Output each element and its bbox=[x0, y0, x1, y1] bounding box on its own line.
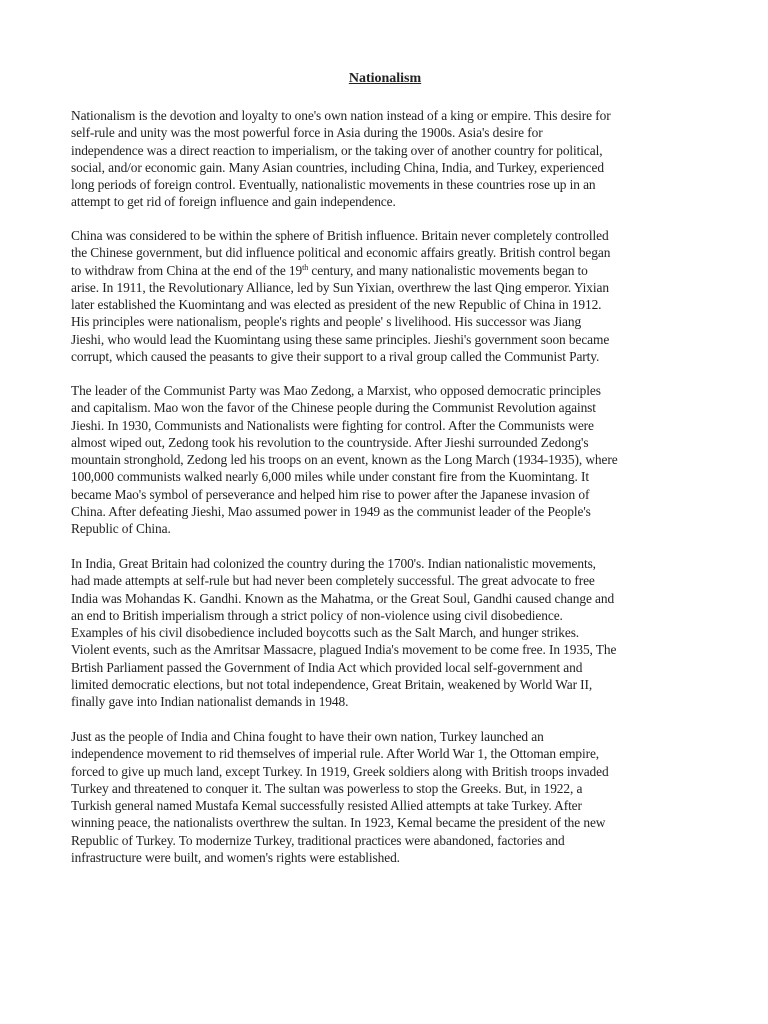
text-line: Turkey and threatened to conquer it. The sultan was powerless to stop the Greeks. But, in 1922, a bbox=[71, 780, 583, 796]
text-line: later established the Kuomintang and was elected as president of the new Republic of China in 1912. bbox=[71, 297, 602, 313]
text-segment: century, and many nationalistic movements began to bbox=[308, 262, 588, 278]
text-line: attempt to get rid of foreign influence and gain independence. bbox=[71, 194, 396, 210]
text-line: China was considered to be within the sphere of British influence. Britain never completely controlled bbox=[71, 228, 609, 243]
text-line: 100,000 communists walked nearly 6,000 miles while under constant fire from the Kuomintang. It bbox=[71, 469, 589, 485]
text-line: had made attempts at self-rule but had never been completely successful. The great advocate to free bbox=[71, 573, 595, 589]
text-line: self-rule and unity was the most powerful force in Asia during the 1900s. Asia's desire for bbox=[71, 125, 543, 141]
text-line: Just as the people of India and China fought to have their own nation, Turkey launched an bbox=[71, 729, 544, 744]
text-line: Brtish Parliament passed the Government of India Act which provided local self-government and bbox=[71, 659, 583, 675]
text-line: and capitalism. Mao won the favor of the Chinese people during the Communist Revolution against bbox=[71, 400, 596, 416]
text-line: social, and/or economic gain. Many Asian countries, including China, India, and Turkey, experienced bbox=[71, 159, 604, 175]
text-line: India was Mohandas K. Gandhi. Known as the Mahatma, or the Great Soul, Gandhi caused change and bbox=[71, 590, 615, 606]
document-title: Nationalism bbox=[348, 71, 422, 86]
text-line: corrupt, which caused the peasants to give their support to a rival group called the Communist Party. bbox=[71, 349, 600, 365]
paragraph-intro bbox=[71, 107, 705, 211]
text-line: winning peace, the nationalists overthrew the sultan. In 1923, Kemal became the president of the new bbox=[71, 815, 606, 831]
paragraph-communist bbox=[71, 382, 705, 538]
text-line: mountain stronghold, Zedong led his troops on an event, known as the Long March (1934-1935), where bbox=[71, 452, 618, 468]
text-line: forced to give up much land, except Turkey. In 1919, Greek soldiers along with British troops invaded bbox=[71, 763, 609, 779]
text-line: infrastructure were built, and women's rights were established. bbox=[71, 850, 400, 866]
text-line: Violent events, such as the Amritsar Massacre, plagued India's movement to be come free. In 1935, The bbox=[71, 642, 617, 658]
text-line: Examples of his civil disobedience included boycotts such as the Salt March, and hunger strikes. bbox=[71, 625, 580, 641]
text-line: Jieshi, who would lead the Kuomintang using these same principles. Jieshi's government soon became bbox=[71, 331, 610, 347]
text-line: long periods of foreign control. Eventually, nationalistic movements in these countries rose up in an bbox=[71, 177, 596, 193]
text-line: became Mao's symbol of perseverance and helped him rise to power after the Japanese invasion of bbox=[71, 486, 590, 502]
text-line: China. After defeating Jieshi, Mao assumed power in 1949 as the communist leader of the People's bbox=[71, 504, 591, 520]
text-line: independence was a direct reaction to imperialism, or the taking over of another country for political, bbox=[71, 142, 603, 158]
text-line: In India, Great Britain had colonized the country during the 1700's. Indian nationalistic movements, bbox=[71, 556, 596, 571]
text-line: Jieshi. In 1930, Communists and Nationalists were fighting for control. After the Communists were bbox=[71, 417, 594, 433]
text-line: His principles were nationalism, people's rights and people' s livelihood. His successor was Jiang bbox=[71, 314, 582, 330]
text-line bbox=[71, 262, 705, 279]
text-line: almost wiped out, Zedong took his revolution to the countryside. After Jieshi surrounded Zedong's bbox=[71, 434, 589, 450]
text-line: The leader of the Communist Party was Mao Zedong, a Marxist, who opposed democratic principles bbox=[71, 383, 601, 398]
text-line: Nationalism is the devotion and loyalty to one's own nation instead of a king or empire. This desire for bbox=[71, 108, 611, 123]
superscript: th bbox=[302, 262, 309, 272]
paragraph-india bbox=[71, 555, 705, 711]
text-line: independence movement to rid themselves of imperial rule. After World War 1, the Ottoman empire, bbox=[71, 746, 600, 762]
paragraph-china bbox=[71, 227, 705, 365]
text-line: limited democratic elections, but not total independence, Great Britain, weakened by World War II, bbox=[71, 677, 593, 693]
text-line: arise. In 1911, the Revolutionary Alliance, led by Sun Yixian, overthrew the last Qing emperor. Yixian bbox=[71, 279, 609, 295]
text-line: the Chinese government, but did influence political and economic affairs greatly. British control began bbox=[71, 245, 611, 261]
text-line: Turkish general named Mustafa Kemal successfully resisted Allied attempts at take Turkey. After bbox=[71, 798, 582, 814]
text-line: Republic of China. bbox=[71, 521, 171, 537]
text-line: finally gave into Indian nationalist demands in 1948. bbox=[71, 694, 349, 710]
paragraph-turkey bbox=[71, 728, 705, 866]
text-line: an end to British imperialism through a strict policy of non-violence using civil disobedience. bbox=[71, 607, 563, 623]
text-line: Republic of Turkey. To modernize Turkey, traditional practices were abandoned, factories and bbox=[71, 832, 565, 848]
text-segment: to withdraw from China at the end of the 19 bbox=[71, 262, 303, 278]
